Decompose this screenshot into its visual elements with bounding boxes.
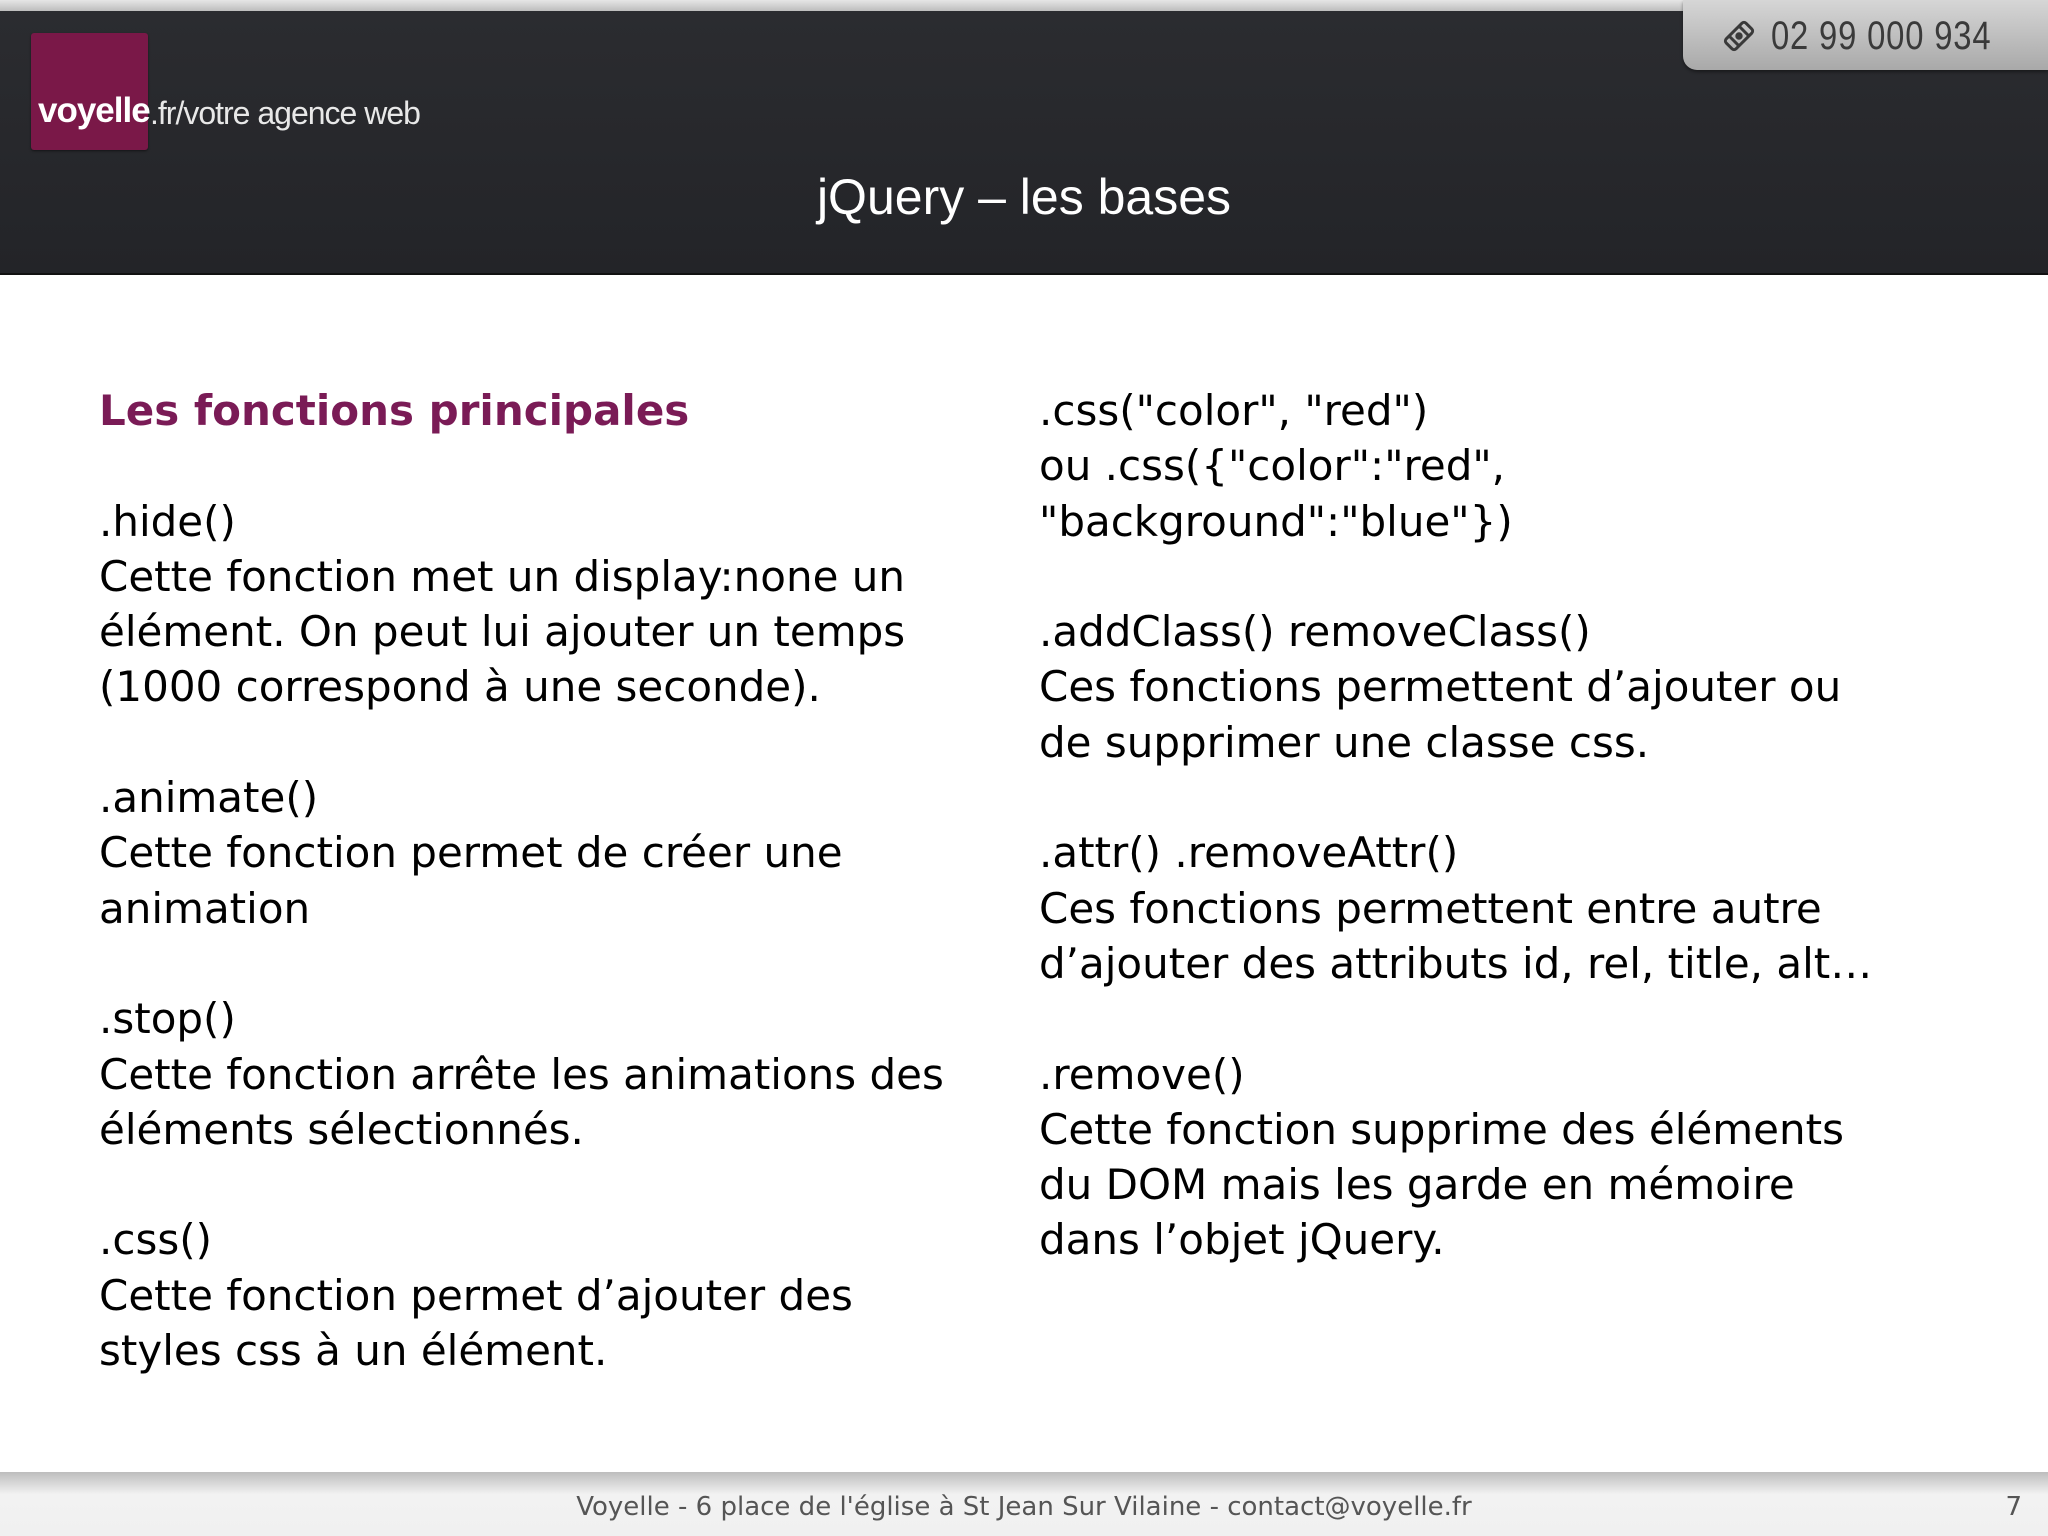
function-description: d’ajouter des attributs id, rel, title, alt… <box>1039 938 1873 988</box>
function-description: styles css à un élément. <box>99 1326 608 1376</box>
function-description: élément. On peut lui ajouter un temps <box>99 607 906 657</box>
function-description: Cette fonction permet de créer une <box>99 828 843 878</box>
function-description: Cette fonction permet d’ajouter des <box>99 1270 853 1320</box>
function-name-hide: .hide() <box>99 496 236 546</box>
footer-address: Voyelle - 6 place de l'église à St Jean Sur Vilaine - contact@voyelle.fr <box>576 1492 1472 1522</box>
function-description: animation <box>99 883 311 933</box>
function-name-attr: .attr() .removeAttr() <box>1039 828 1459 878</box>
function-description: Cette fonction met un display:none un <box>99 551 906 601</box>
phone-badge <box>1683 0 2048 70</box>
function-description: Ces fonctions permettent d’ajouter ou <box>1039 662 1842 712</box>
function-description: de supprimer une classe css. <box>1039 717 1650 767</box>
code-example: ou .css({"color":"red", <box>1039 441 1506 491</box>
left-column <box>99 383 1039 1378</box>
page-number: 7 <box>2005 1492 2022 1522</box>
slide-title: jQuery – les bases <box>816 169 1232 225</box>
function-description: Cette fonction arrête les animations des <box>99 1049 944 1099</box>
function-name-animate: .animate() <box>99 773 319 823</box>
function-description: du DOM mais les garde en mémoire <box>1039 1160 1795 1210</box>
function-name-remove: .remove() <box>1039 1049 1245 1099</box>
function-name-stop: .stop() <box>99 994 236 1044</box>
section-heading: Les fonctions principales <box>99 386 690 435</box>
function-description: Cette fonction supprime des éléments <box>1039 1104 1844 1154</box>
function-description: dans l’objet jQuery. <box>1039 1215 1445 1265</box>
function-description: éléments sélectionnés. <box>99 1104 584 1154</box>
function-name-css: .css() <box>99 1215 212 1265</box>
function-name-addclass: .addClass() removeClass() <box>1039 607 1591 657</box>
function-description: Ces fonctions permettent entre autre <box>1039 883 1822 933</box>
function-description: (1000 correspond à une seconde). <box>99 662 821 712</box>
code-example: .css("color", "red") <box>1039 386 1429 435</box>
code-example: "background":"blue"}) <box>1039 496 1513 546</box>
logo-tagline: .fr/votre agence web <box>150 95 420 131</box>
phone-number: 02 99 000 934 <box>1771 14 1992 58</box>
logo-brand-name: voyelle <box>38 91 150 130</box>
phone-icon <box>1719 16 1759 56</box>
right-column <box>1039 383 1999 1268</box>
